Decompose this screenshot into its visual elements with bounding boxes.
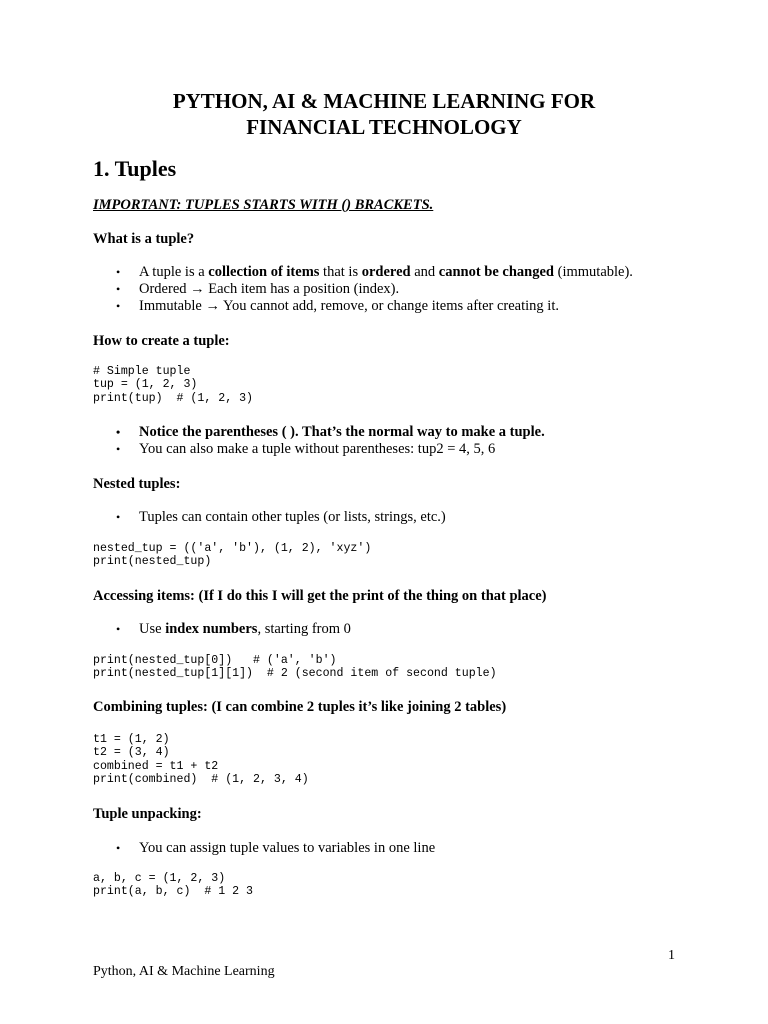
title-line-2: FINANCIAL TECHNOLOGY [246, 115, 522, 139]
code-block-create: # Simple tuple tup = (1, 2, 3) print(tup) # (1, 2, 3) [93, 365, 254, 405]
list-item: • Ordered → Each item has a position (index). [0, 281, 633, 298]
code-block-accessing: print(nested_tup[0]) # ('a', 'b') print(nested_tup[1][1]) # 2 (second item of second tuple) [93, 654, 497, 681]
list-item: • Tuples can contain other tuples (or lists, strings, etc.) [0, 509, 446, 526]
code-block-combining: t1 = (1, 2) t2 = (3, 4) combined = t1 + t2 print(combined) # (1, 2, 3, 4) [93, 733, 309, 786]
section-heading: 1. Tuples [93, 156, 177, 181]
combining-heading: Combining tuples: (I can combine 2 tuples it’s like joining 2 tables) [93, 699, 507, 715]
create-heading: How to create a tuple: [93, 333, 230, 349]
what-is-heading: What is a tuple? [93, 231, 195, 247]
list-item: • Notice the parentheses ( ). That’s the normal way to make a tuple. [0, 424, 545, 441]
unpacking-heading: Tuple unpacking: [93, 806, 202, 822]
document-title [0, 88, 768, 140]
list-item: • A tuple is a collection of items that is ordered and cannot be changed (immutable). [0, 264, 633, 281]
list-item: • Use index numbers, starting from 0 [0, 621, 351, 638]
list-item: • You can also make a tuple without parentheses: tup2 = 4, 5, 6 [0, 441, 545, 458]
unpacking-list [0, 840, 435, 857]
accessing-list [0, 621, 351, 638]
title-line-1: PYTHON, AI & MACHINE LEARNING FOR [172, 89, 596, 113]
page-footer: Python, AI & Machine Learning [93, 964, 275, 979]
important-note: IMPORTANT: TUPLES STARTS WITH () BRACKETS. [93, 197, 434, 213]
nested-heading: Nested tuples: [93, 476, 181, 492]
what-is-list [0, 264, 633, 315]
code-block-nested: nested_tup = (('a', 'b'), (1, 2), 'xyz') print(nested_tup) [93, 542, 372, 569]
create-list [0, 424, 545, 458]
accessing-heading: Accessing items: (If I do this I will get the print of the thing on that place) [93, 588, 547, 604]
list-item: • You can assign tuple values to variables in one line [0, 840, 435, 857]
code-block-unpacking: a, b, c = (1, 2, 3) print(a, b, c) # 1 2 3 [93, 872, 254, 899]
list-item: • Immutable → You cannot add, remove, or change items after creating it. [0, 298, 633, 315]
nested-list [0, 509, 446, 526]
page-number: 1 [668, 948, 675, 963]
